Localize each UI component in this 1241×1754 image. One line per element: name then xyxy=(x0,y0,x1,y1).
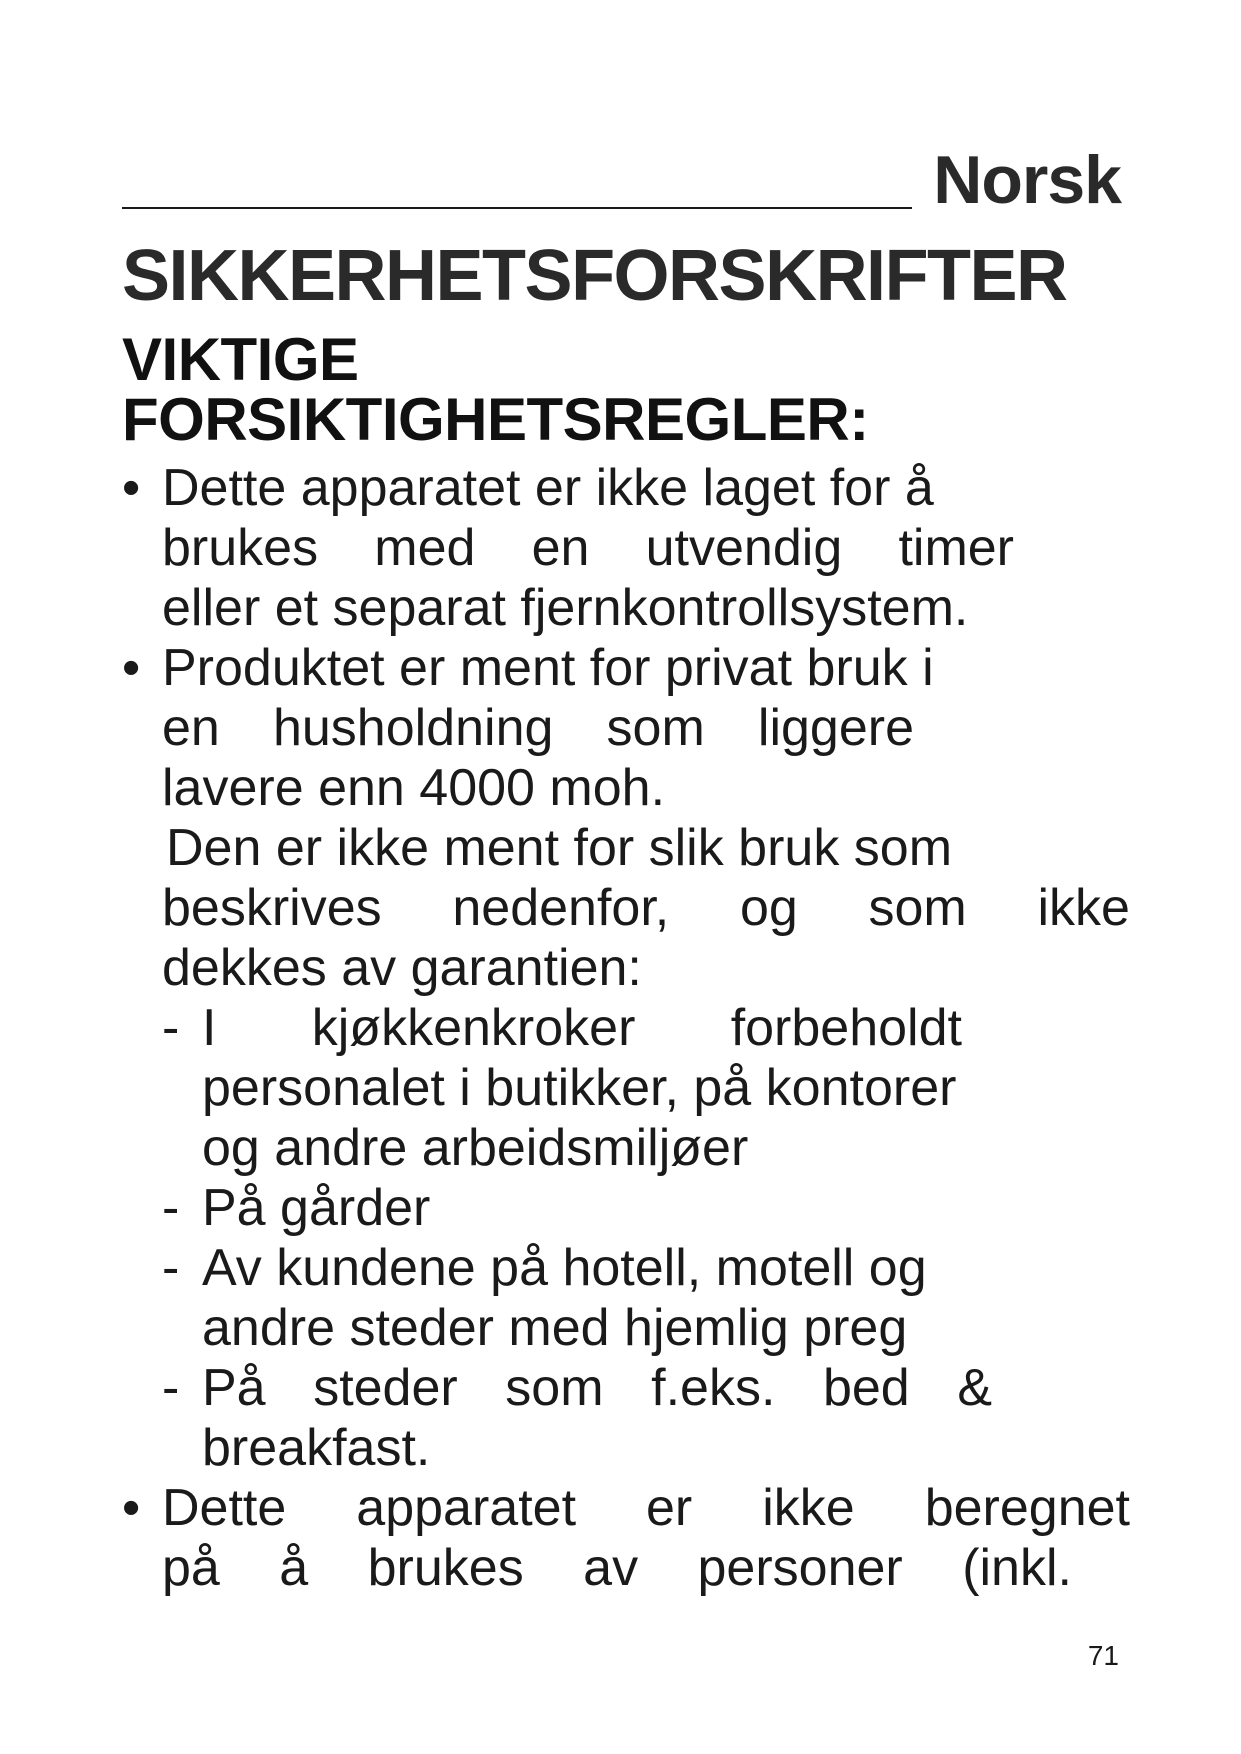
dash-icon: - xyxy=(162,1359,180,1417)
dash-text: Av kundene på hotell, motell og xyxy=(202,1239,927,1297)
word: f.eks. xyxy=(651,1359,776,1417)
bullet-item-persons-line-2 xyxy=(122,1538,1132,1598)
bullet-text: Dette apparatet er ikke laget for å xyxy=(162,459,934,517)
word: og xyxy=(739,879,798,937)
word: forbeholdt xyxy=(730,999,962,1057)
bullet-item-persons-line-1 xyxy=(122,1478,1132,1538)
dash-item-staff-kitchens-line-3: og andre arbeidsmiljøer xyxy=(202,1119,749,1177)
bullet-icon: • xyxy=(122,459,141,517)
dash-item-staff-kitchens-line-2: personalet i butikker, på kontorer xyxy=(202,1059,957,1117)
dash-item-hotels-line-2: andre steder med hjemlig preg xyxy=(202,1299,908,1357)
page-number: 71 xyxy=(1087,1640,1119,1671)
bullet-text: Produktet er ment for privat bruk i xyxy=(162,639,934,697)
word: med xyxy=(374,519,476,577)
bullet-item-timer-line-2 xyxy=(122,518,1132,578)
bullet-item-private-use-line-6: dekkes av garantien: xyxy=(162,939,642,997)
subtitle-line-2: FORSIKTIGHETSREGLER: xyxy=(122,386,869,453)
bullet-item-private-use-line-5 xyxy=(122,878,1132,938)
word: husholdning xyxy=(272,699,554,757)
language-label: Norsk xyxy=(933,142,1121,218)
word: å xyxy=(279,1539,309,1597)
word: ikke xyxy=(762,1479,855,1537)
bullet-item-timer-line-1 xyxy=(122,458,1132,518)
bullet-item-timer-line-3: eller et separat fjernkontrollsystem. xyxy=(162,579,969,637)
word: (inkl. xyxy=(962,1539,1072,1597)
bullet-icon: • xyxy=(122,639,141,697)
subtitle-line-1: VIKTIGE xyxy=(122,326,359,393)
word: en xyxy=(531,519,590,577)
safety-instructions xyxy=(122,458,1132,1598)
dash-item-hotels-line-1 xyxy=(122,1238,1132,1298)
dash-item-bed-breakfast-line-1 xyxy=(122,1358,1132,1418)
word: kjøkkenkroker xyxy=(311,999,636,1057)
word: en xyxy=(162,699,220,757)
dash-text: På gårder xyxy=(202,1179,431,1237)
word: liggere xyxy=(757,699,914,757)
bullet-item-private-use-line-4: Den er ikke ment for slik bruk som xyxy=(166,819,953,877)
word: I xyxy=(202,999,217,1057)
word: som xyxy=(606,699,705,757)
word: beregnet xyxy=(924,1479,1130,1537)
word: personer xyxy=(697,1539,903,1597)
bullet-item-private-use-line-1 xyxy=(122,638,1132,698)
word: på xyxy=(162,1539,220,1597)
word: er xyxy=(646,1479,693,1537)
bullet-item-private-use-line-2 xyxy=(122,698,1132,758)
word: som xyxy=(868,879,967,937)
word: brukes xyxy=(162,519,319,577)
word: timer xyxy=(898,519,1014,577)
bullet-icon: • xyxy=(122,1479,141,1537)
word: apparatet xyxy=(356,1479,577,1537)
dash-item-staff-kitchens-line-1 xyxy=(122,998,1132,1058)
word: av xyxy=(583,1539,639,1597)
word: Dette xyxy=(162,1479,287,1537)
word: steder xyxy=(313,1359,458,1417)
word: som xyxy=(505,1359,604,1417)
word: beskrives xyxy=(162,879,382,937)
dash-icon: - xyxy=(162,1179,180,1237)
dash-item-farms xyxy=(122,1178,1132,1238)
page-title: SIKKERHETSFORSKRIFTER xyxy=(122,236,1067,316)
dash-icon: - xyxy=(162,999,180,1057)
dash-icon: - xyxy=(162,1239,180,1297)
word: bed xyxy=(822,1359,910,1417)
header-rule xyxy=(122,207,912,209)
word: ikke xyxy=(1037,879,1130,937)
dash-item-bed-breakfast-line-2: breakfast. xyxy=(202,1419,431,1477)
section-subtitle xyxy=(122,326,869,453)
word: & xyxy=(957,1359,992,1417)
word: brukes xyxy=(367,1539,524,1597)
word: nedenfor, xyxy=(452,879,670,937)
word: utvendig xyxy=(645,519,843,577)
word: På xyxy=(202,1359,266,1417)
bullet-item-private-use-line-3: lavere enn 4000 moh. xyxy=(162,759,666,817)
